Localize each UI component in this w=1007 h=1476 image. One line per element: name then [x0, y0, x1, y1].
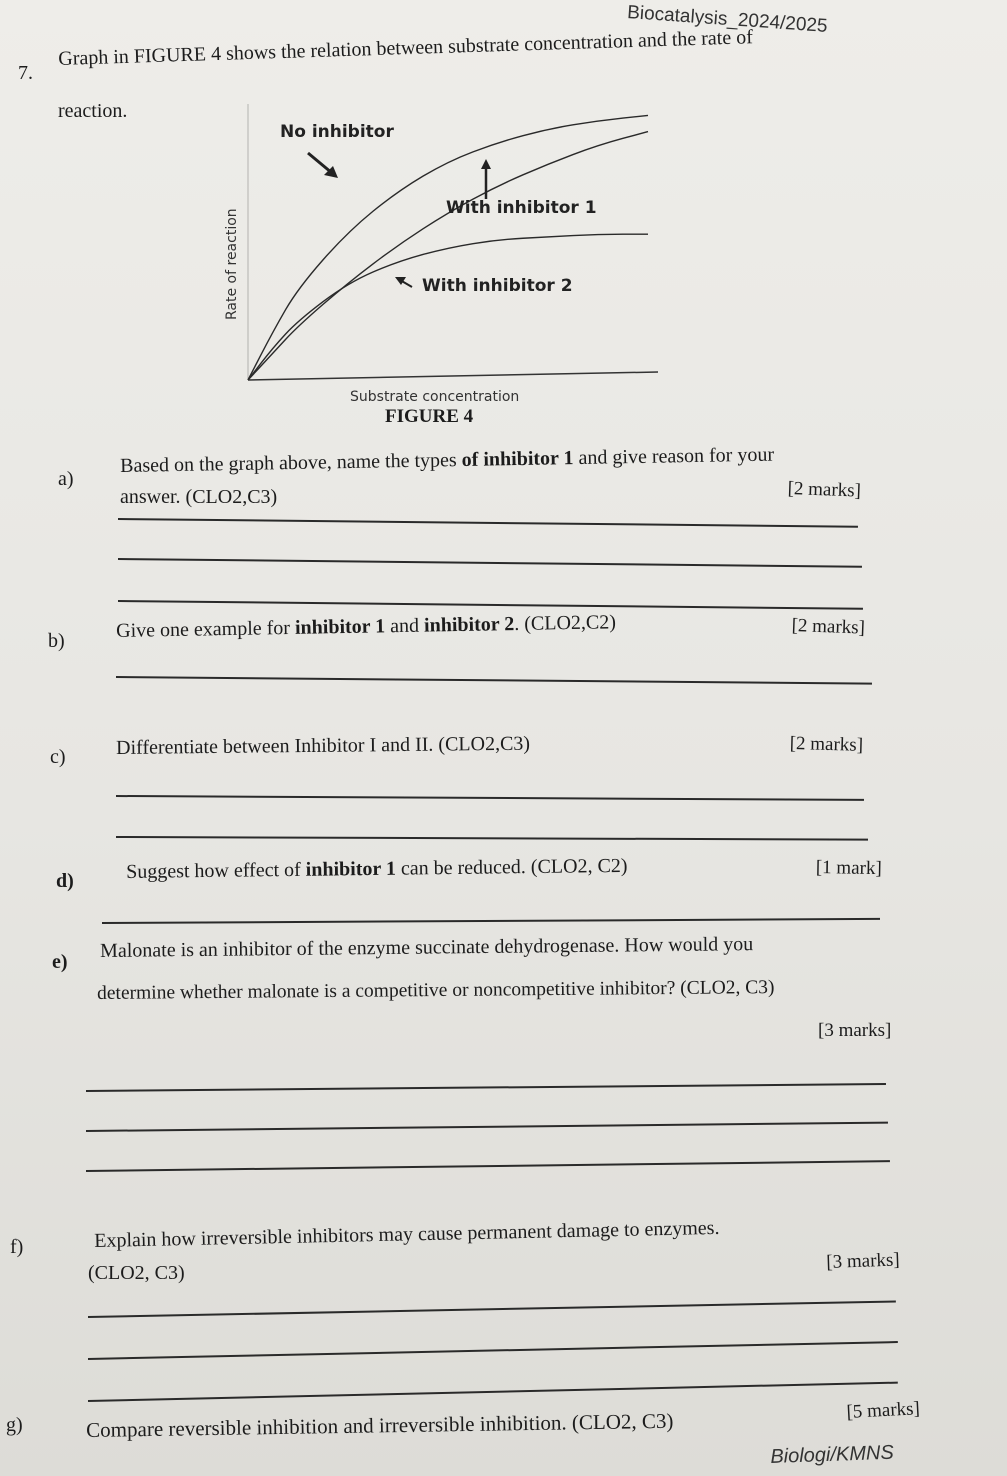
part-a-label: a) [58, 468, 74, 490]
part-g-question: Compare reversible inhibition and irreversible inhibition. (CLO2, C3) [86, 1408, 674, 1442]
arrowhead-inhibitor-1 [481, 159, 491, 169]
rate-vs-substrate-chart [200, 95, 660, 405]
part-a-marks: [2 marks] [787, 478, 862, 502]
part-a-question-line2: answer. (CLO2,C3) [120, 486, 278, 508]
part-d-bold: inhibitor 1 [305, 857, 397, 881]
part-d-text: Suggest how effect of [126, 858, 306, 883]
part-f-marks: [3 marks] [826, 1249, 901, 1273]
answer-line[interactable] [118, 518, 858, 527]
series-label-no-inhibitor: No inhibitor [280, 122, 394, 142]
y-axis-label: Rate of reaction [224, 208, 240, 320]
series-line-2 [248, 132, 648, 380]
part-b-question [116, 611, 616, 643]
footer-label: Biologi/KMNS [770, 1441, 895, 1468]
question-intro-line2: reaction. [58, 100, 128, 122]
answer-line[interactable] [86, 1122, 888, 1132]
answer-line[interactable] [116, 795, 864, 800]
answer-line[interactable] [88, 1382, 898, 1402]
answer-line[interactable] [102, 918, 880, 924]
answer-line[interactable] [88, 1341, 898, 1359]
answer-line[interactable] [116, 836, 868, 840]
part-f-question-line2: (CLO2, C3) [88, 1262, 185, 1284]
part-d-question [126, 855, 628, 884]
part-e-label: e) [52, 951, 68, 973]
part-b-bold-2: inhibitor 2 [423, 613, 515, 637]
answer-line[interactable] [118, 558, 862, 567]
arrow-no-inhibitor [308, 153, 332, 173]
part-e-marks: [3 marks] [818, 1020, 892, 1041]
part-c-marks: [2 marks] [789, 733, 864, 756]
part-b-marks: [2 marks] [791, 615, 866, 639]
course-tag: Biocatalysis_2024/2025 [626, 2, 829, 37]
part-c-question: Differentiate between Inhibitor I and II. (CLO2,C3) [116, 732, 531, 759]
series-label-inhibitor-2: With inhibitor 2 [422, 276, 573, 296]
part-c-label: c) [50, 746, 66, 768]
question-number: 7. [18, 62, 33, 84]
part-b-label: b) [48, 630, 65, 652]
question-intro-line1 [58, 26, 753, 71]
part-d-text-end: can be reduced. (CLO2, C2) [395, 854, 628, 880]
part-b-text-end: . (CLO2,C2) [514, 611, 617, 636]
part-f-label: f) [10, 1236, 24, 1258]
part-f-question-line1: Explain how irreversible inhibitors may cause permanent damage to enzymes. [94, 1216, 720, 1252]
part-g-marks: [5 marks] [846, 1398, 921, 1423]
part-d-marks: [1 mark] [815, 857, 882, 880]
part-a-question [120, 444, 774, 478]
part-b-bold-1: inhibitor 1 [294, 615, 386, 639]
series-label-inhibitor-1: With inhibitor 1 [446, 198, 597, 218]
question-intro-text: Graph in FIGURE 4 shows the relation between substrate concentration and the rate of [58, 26, 754, 70]
part-a-text: Based on the graph above, name the types [120, 449, 462, 477]
part-e-question-line2: determine whether malonate is a competitive or noncompetitive inhibitor? (CLO2, C3) [97, 977, 775, 1004]
figure-caption: FIGURE 4 [385, 406, 474, 427]
part-a-bold: of inhibitor 1 [461, 447, 574, 472]
answer-line[interactable] [118, 600, 863, 609]
part-d-label: d) [56, 870, 74, 892]
x-axis [248, 372, 658, 380]
chart-marks [248, 104, 658, 380]
x-axis-label: Substrate concentration [350, 389, 520, 405]
answer-line[interactable] [116, 676, 872, 684]
arrowhead-inhibitor-2 [395, 277, 406, 285]
answer-line[interactable] [86, 1160, 890, 1171]
part-e-question-line1: Malonate is an inhibitor of the enzyme succinate dehydrogenase. How would you [100, 933, 754, 962]
part-g-label: g) [6, 1414, 23, 1436]
part-b-text: Give one example for [116, 616, 296, 642]
part-b-text-mid: and [385, 614, 425, 638]
part-a-text-end: and give reason for your [573, 443, 775, 470]
answer-line[interactable] [88, 1300, 896, 1317]
answer-line[interactable] [86, 1083, 886, 1091]
series-line-3 [248, 234, 648, 380]
